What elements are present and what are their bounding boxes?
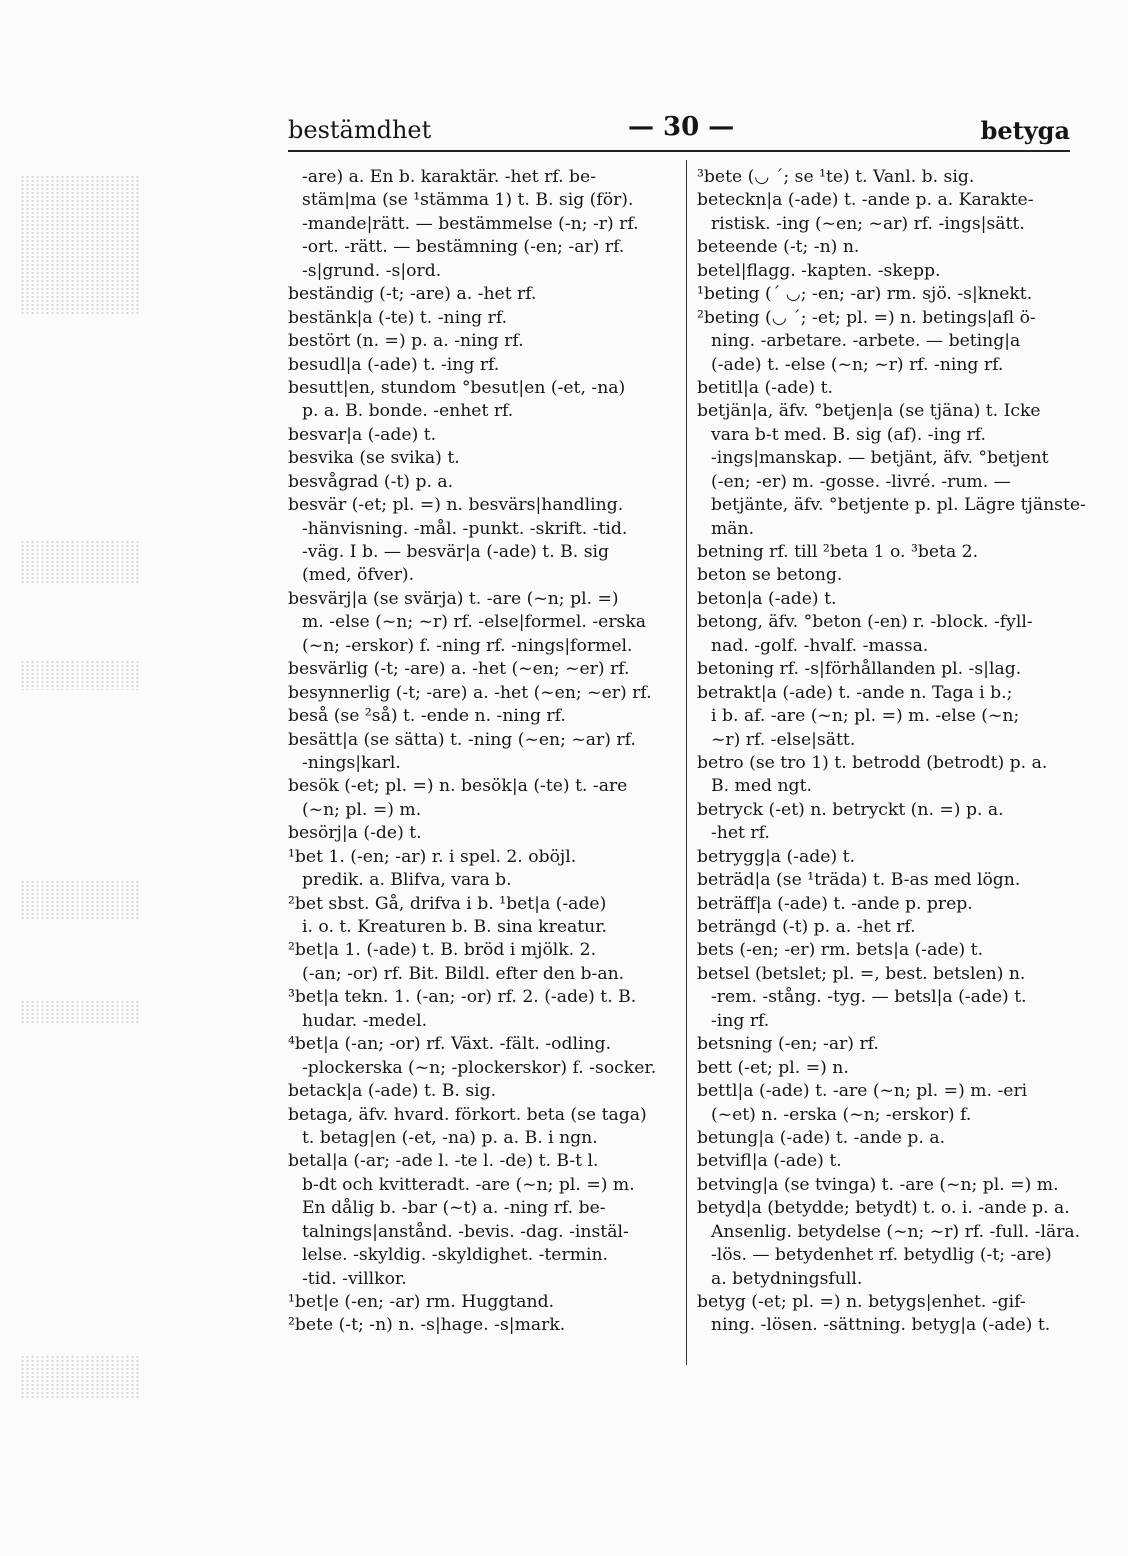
dictionary-line: betsel (betslet; pl. =, best. betslen) n. bbox=[697, 963, 1026, 984]
dictionary-line: besvika (se svika) t. bbox=[288, 448, 460, 469]
dictionary-line: i b. af. -are (~n; pl. =) m. -else (~n; bbox=[711, 706, 1020, 727]
dictionary-line: ²bete (-t; -n) n. -s|hage. -s|mark. bbox=[288, 1315, 566, 1336]
dictionary-line: -ing rf. bbox=[711, 1010, 770, 1031]
dictionary-line: predik. a. Blifva, vara b. bbox=[302, 870, 512, 891]
scan-noise bbox=[20, 1000, 140, 1025]
dictionary-line: talnings|anstånd. -bevis. -dag. -instäl- bbox=[302, 1221, 629, 1242]
dictionary-line: bestänk|a (-te) t. -ning rf. bbox=[288, 307, 508, 328]
dictionary-line: -rem. -stång. -tyg. — betsl|a (-ade) t. bbox=[711, 987, 1027, 1008]
dictionary-line: b-dt och kvitteradt. -are (~n; pl. =) m. bbox=[302, 1174, 635, 1195]
dictionary-line: bestört (n. =) p. a. -ning rf. bbox=[288, 331, 524, 352]
dictionary-line: beständig (-t; -are) a. -het rf. bbox=[288, 284, 537, 305]
dictionary-line: -tid. -villkor. bbox=[302, 1268, 407, 1289]
dictionary-line: hudar. -medel. bbox=[302, 1010, 428, 1031]
dictionary-line: besvågrad (-t) p. a. bbox=[288, 471, 454, 492]
dictionary-line: ²beting (◡ ˊ; -et; pl. =) n. betings|afl ö- bbox=[697, 307, 1036, 328]
scan-noise bbox=[20, 1355, 140, 1400]
dictionary-line: beträd|a (se ¹träda) t. B-as med lögn. bbox=[697, 870, 1021, 891]
scan-noise bbox=[20, 175, 140, 315]
dictionary-line: beså (se ²så) t. -ende n. -ning rf. bbox=[288, 706, 566, 727]
dictionary-line: -ort. -rätt. — bestämning (-en; -ar) rf. bbox=[302, 237, 625, 258]
dictionary-line: t. betag|en (-et, -na) p. a. B. i ngn. bbox=[302, 1127, 598, 1148]
dictionary-line: betvifl|a (-ade) t. bbox=[697, 1151, 842, 1172]
dictionary-line: betro (se tro 1) t. betrodd (betrodt) p. a. bbox=[697, 752, 1048, 773]
guide-word-right: betyga bbox=[980, 116, 1070, 145]
left-column bbox=[288, 166, 674, 1338]
dictionary-line: besynnerlig (-t; -are) a. -het (~en; ~er) rf. bbox=[288, 682, 652, 703]
dictionary-line: -ings|manskap. — betjänt, äfv. °betjent bbox=[711, 448, 1049, 469]
dictionary-line: (~n; pl. =) m. bbox=[302, 799, 422, 820]
dictionary-line: ¹bet 1. (-en; -ar) r. i spel. 2. oböjl. bbox=[288, 846, 577, 867]
page-header bbox=[288, 112, 1070, 152]
guide-word-left: bestämdhet bbox=[288, 116, 432, 144]
dictionary-line: ³bete (◡ ˊ; se ¹te) t. Vanl. b. sig. bbox=[697, 167, 975, 187]
dictionary-line: betitl|a (-ade) t. bbox=[697, 377, 833, 398]
dictionary-line: Ansenlig. betydelse (~n; ~r) rf. -full. -lära. bbox=[711, 1221, 1081, 1242]
dictionary-line: ¹bet|e (-en; -ar) rm. Huggtand. bbox=[288, 1292, 555, 1312]
dictionary-line: besudl|a (-ade) t. -ing rf. bbox=[288, 354, 500, 375]
dictionary-line: betaga, äfv. hvard. förkort. beta (se taga) bbox=[288, 1104, 647, 1125]
dictionary-line: ³bet|a tekn. 1. (-an; -or) rf. 2. (-ade) t. B. bbox=[288, 987, 637, 1008]
dictionary-line: betal|a (-ar; -ade l. -te l. -de) t. B-t l. bbox=[288, 1151, 599, 1172]
dictionary-line: -mande|rätt. — bestämmelse (-n; -r) rf. bbox=[302, 213, 639, 234]
dictionary-line: En dålig b. -bar (~t) a. -ning rf. be- bbox=[302, 1198, 606, 1219]
dictionary-line: ~r) rf. -else|sätt. bbox=[711, 729, 856, 750]
dictionary-line: beton se betong. bbox=[697, 565, 843, 586]
dictionary-line: beteckn|a (-ade) t. -ande p. a. Karakte- bbox=[697, 190, 1034, 211]
dictionary-line: betoning rf. -s|förhållanden pl. -s|lag. bbox=[697, 659, 1022, 680]
dictionary-line: besvärlig (-t; -are) a. -het (~en; ~er) rf. bbox=[288, 659, 630, 680]
dictionary-line: nad. -golf. -hvalf. -massa. bbox=[711, 635, 929, 656]
dictionary-line: (-ade) t. -else (~n; ~r) rf. -ning rf. bbox=[711, 354, 1004, 375]
dictionary-line: vara b-t med. B. sig (af). -ing rf. bbox=[711, 424, 987, 445]
dictionary-line: betrygg|a (-ade) t. bbox=[697, 846, 855, 867]
dictionary-line: (-an; -or) rf. Bit. Bildl. efter den b-an. bbox=[302, 963, 625, 984]
dictionary-line: p. a. B. bonde. -enhet rf. bbox=[302, 401, 514, 422]
dictionary-line: betrakt|a (-ade) t. -ande n. Taga i b.; bbox=[697, 682, 1013, 703]
dictionary-line: betel|flagg. -kapten. -skepp. bbox=[697, 260, 941, 281]
page-number: — 30 — bbox=[628, 112, 735, 142]
dictionary-line: betung|a (-ade) t. -ande p. a. bbox=[697, 1127, 946, 1148]
dictionary-line: besörj|a (-de) t. bbox=[288, 823, 422, 844]
dictionary-line: betjänte, äfv. °betjente p. pl. Lägre tjänste- bbox=[711, 495, 1086, 516]
dictionary-line: (~n; -erskor) f. -ning rf. -nings|formel. bbox=[302, 635, 633, 656]
dictionary-line: (~et) n. -erska (~n; -erskor) f. bbox=[711, 1104, 972, 1125]
dictionary-line: betong, äfv. °beton (-en) r. -block. -fyll- bbox=[697, 612, 1033, 633]
dictionary-line: bettl|a (-ade) t. -are (~n; pl. =) m. -eri bbox=[697, 1081, 1028, 1102]
dictionary-line: -are) a. En b. karaktär. -het rf. be- bbox=[302, 167, 597, 187]
dictionary-line: ¹beting (ˊ ◡; -en; -ar) rm. sjö. -s|knekt. bbox=[697, 284, 1033, 305]
dictionary-line: besätt|a (se sätta) t. -ning (~en; ~ar) rf. bbox=[288, 729, 636, 750]
dictionary-line: B. med ngt. bbox=[711, 776, 812, 797]
dictionary-line: betryck (-et) n. betryckt (n. =) p. a. bbox=[697, 799, 1004, 820]
dictionary-line: besvärj|a (se svärja) t. -are (~n; pl. =) bbox=[288, 588, 619, 609]
dictionary-line: betack|a (-ade) t. B. sig. bbox=[288, 1081, 497, 1102]
dictionary-line: ²bet sbst. Gå, drifva i b. ¹bet|a (-ade) bbox=[288, 893, 607, 914]
dictionary-line: stäm|ma (se ¹stämma 1) t. B. sig (för). bbox=[302, 190, 634, 211]
dictionary-line: beteende (-t; -n) n. bbox=[697, 237, 860, 258]
scan-noise bbox=[20, 540, 140, 585]
dictionary-line: betyg (-et; pl. =) n. betygs|enhet. -gif- bbox=[697, 1292, 1026, 1312]
dictionary-line: -s|grund. -s|ord. bbox=[302, 260, 442, 281]
dictionary-line: (med, öfver). bbox=[302, 565, 415, 586]
dictionary-line: beträngd (-t) p. a. -het rf. bbox=[697, 917, 916, 937]
dictionary-line: beträff|a (-ade) t. -ande p. prep. bbox=[697, 893, 973, 914]
dictionary-line: i. o. t. Kreaturen b. B. sina kreatur. bbox=[302, 917, 608, 937]
dictionary-line: besutt|en, stundom °besut|en (-et, -na) bbox=[288, 377, 626, 398]
dictionary-line: bett (-et; pl. =) n. bbox=[697, 1057, 849, 1078]
dictionary-line: betjän|a, äfv. °betjen|a (se tjäna) t. Icke bbox=[697, 401, 1041, 422]
dictionary-line: betning rf. till ²beta 1 o. ³beta 2. bbox=[697, 542, 979, 562]
dictionary-line: ²bet|a 1. (-ade) t. B. bröd i mjölk. 2. bbox=[288, 940, 597, 961]
column-divider bbox=[686, 160, 687, 1365]
dictionary-line: ning. -lösen. -sättning. betyg|a (-ade) t. bbox=[711, 1315, 1051, 1336]
dictionary-line: -nings|karl. bbox=[302, 752, 401, 773]
dictionary-line: (-en; -er) m. -gosse. -livré. -rum. — bbox=[711, 471, 1011, 492]
dictionary-line: betving|a (se tvinga) t. -are (~n; pl. =) m. bbox=[697, 1174, 1059, 1195]
dictionary-line: m. -else (~n; ~r) rf. -else|formel. -erska bbox=[302, 612, 647, 633]
dictionary-line: lelse. -skyldig. -skyldighet. -termin. bbox=[302, 1245, 609, 1266]
dictionary-line: ⁴bet|a (-an; -or) rf. Växt. -fält. -odling. bbox=[288, 1034, 612, 1055]
right-column bbox=[697, 166, 1086, 1338]
dictionary-line: betsning (-en; -ar) rf. bbox=[697, 1034, 879, 1055]
dictionary-line: beton|a (-ade) t. bbox=[697, 588, 837, 609]
dictionary-line: bets (-en; -er) rm. bets|a (-ade) t. bbox=[697, 940, 984, 961]
dictionary-line: män. bbox=[711, 518, 755, 539]
dictionary-line: besvär (-et; pl. =) n. besvärs|handling. bbox=[288, 495, 624, 516]
dictionary-line: -lös. — betydenhet rf. betydlig (-t; -are) bbox=[711, 1245, 1052, 1266]
dictionary-line: -hänvisning. -mål. -punkt. -skrift. -tid. bbox=[302, 518, 628, 539]
dictionary-line: besvar|a (-ade) t. bbox=[288, 424, 437, 445]
scan-noise bbox=[20, 660, 140, 690]
dictionary-line: besök (-et; pl. =) n. besök|a (-te) t. -are bbox=[288, 776, 628, 797]
scan-noise bbox=[20, 880, 140, 920]
dictionary-line: ristisk. -ing (~en; ~ar) rf. -ings|sätt. bbox=[711, 213, 1025, 234]
dictionary-line: betyd|a (betydde; betydt) t. o. i. -ande p. a. bbox=[697, 1198, 1070, 1219]
dictionary-line: ning. -arbetare. -arbete. — beting|a bbox=[711, 331, 1021, 352]
header-rule bbox=[288, 150, 1070, 152]
dictionary-line: a. betydningsfull. bbox=[711, 1268, 863, 1289]
dictionary-line: -väg. I b. — besvär|a (-ade) t. B. sig bbox=[302, 542, 610, 562]
dictionary-line: -het rf. bbox=[711, 823, 770, 844]
dictionary-line: -plockerska (~n; -plockerskor) f. -socker. bbox=[302, 1057, 657, 1078]
